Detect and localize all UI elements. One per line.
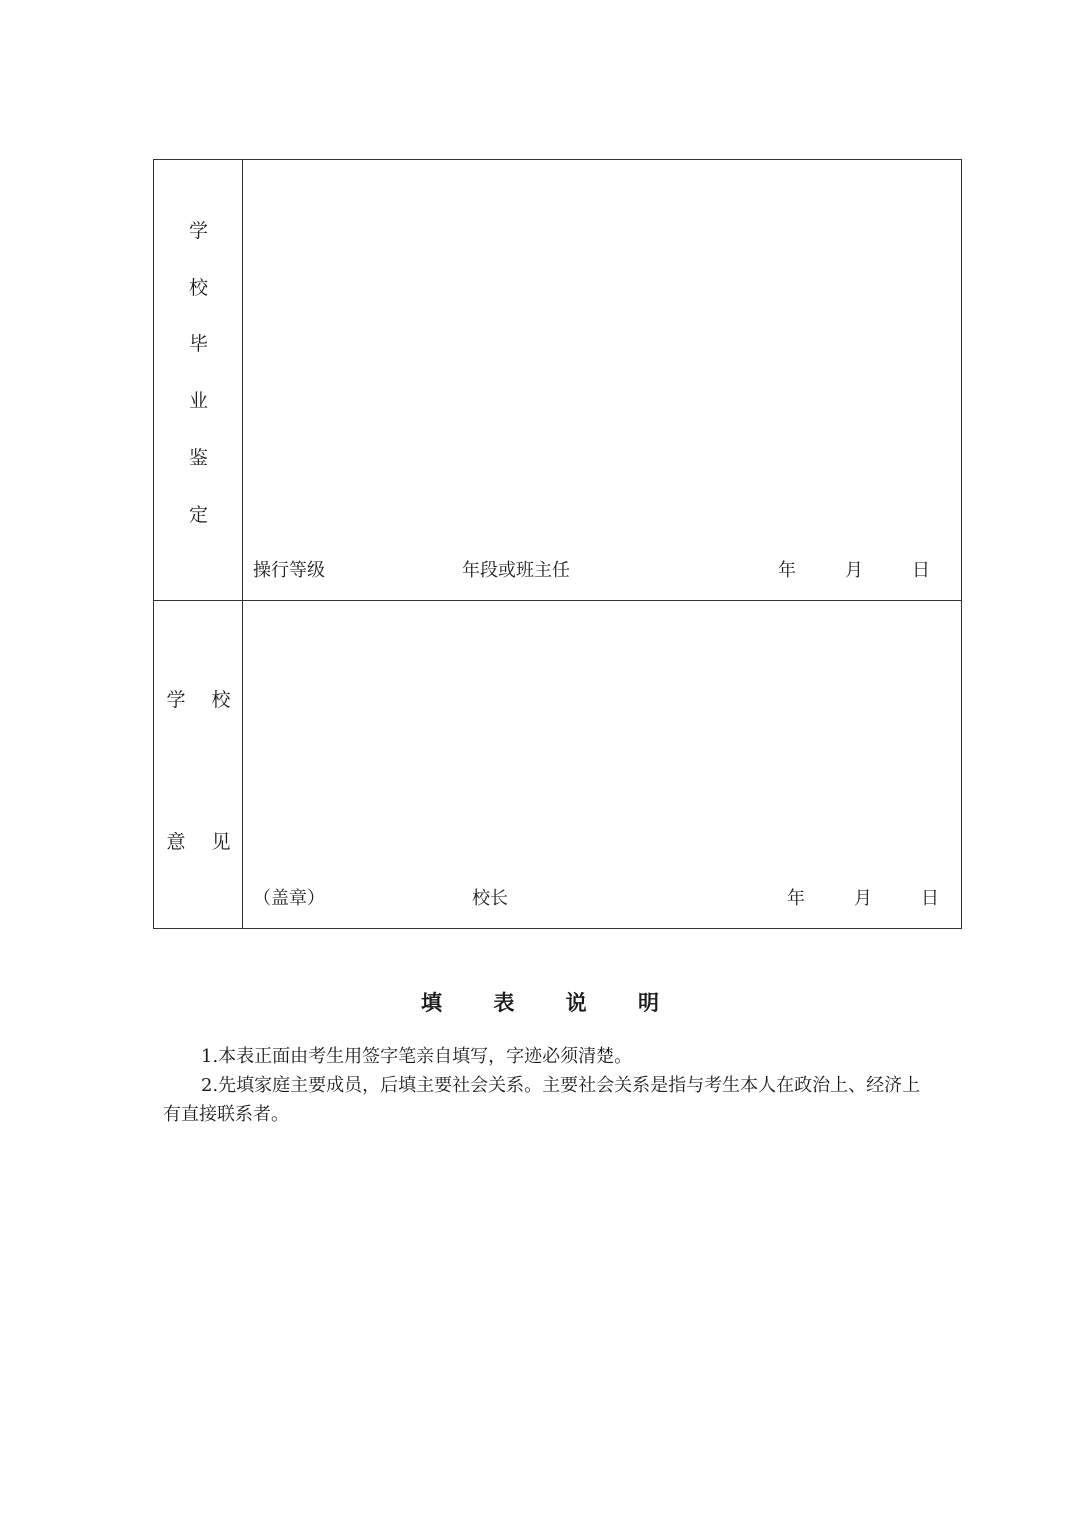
appraisal-form-table <box>153 159 962 929</box>
school-opinion-field[interactable] <box>243 601 961 928</box>
instruction-item: 1.本表正面由考生用签字笔亲自填写，字迹必须清楚。 <box>201 1046 633 1067</box>
label-line: 学 校 <box>166 689 241 711</box>
teacher-label: 年段或班主任 <box>462 560 570 581</box>
year-label: 年 <box>787 888 805 909</box>
instruction-item: 2.先填家庭主要成员，后填主要社会关系。主要社会关系是指与考生本人在政治上、经济上有直接联系者。 <box>163 1075 921 1125</box>
principal-label: 校长 <box>472 888 508 909</box>
day-label: 日 <box>921 888 939 909</box>
title-char: 说 <box>565 990 587 1015</box>
year-label: 年 <box>778 560 796 581</box>
month-label: 月 <box>845 560 863 581</box>
day-label: 日 <box>912 560 930 581</box>
label-char: 鉴 <box>188 447 208 469</box>
title-char: 明 <box>637 990 659 1015</box>
label-char: 定 <box>188 504 208 526</box>
graduation-appraisal-field[interactable] <box>243 160 961 600</box>
school-opinion-row <box>154 601 961 928</box>
label-char: 业 <box>188 390 208 412</box>
graduation-appraisal-label <box>154 160 243 600</box>
school-opinion-label <box>154 601 243 928</box>
title-char: 表 <box>493 990 515 1015</box>
title-char: 填 <box>421 990 443 1015</box>
instructions-title <box>0 987 1080 1017</box>
conduct-grade-label: 操行等级 <box>253 560 325 581</box>
label-char: 学 <box>188 220 208 242</box>
month-label: 月 <box>854 888 872 909</box>
instructions-list <box>163 1042 923 1129</box>
label-line: 意 见 <box>166 831 241 853</box>
seal-label: （盖章） <box>253 888 325 909</box>
label-char: 毕 <box>188 333 208 355</box>
label-char: 校 <box>188 277 208 299</box>
graduation-appraisal-row <box>154 160 961 601</box>
